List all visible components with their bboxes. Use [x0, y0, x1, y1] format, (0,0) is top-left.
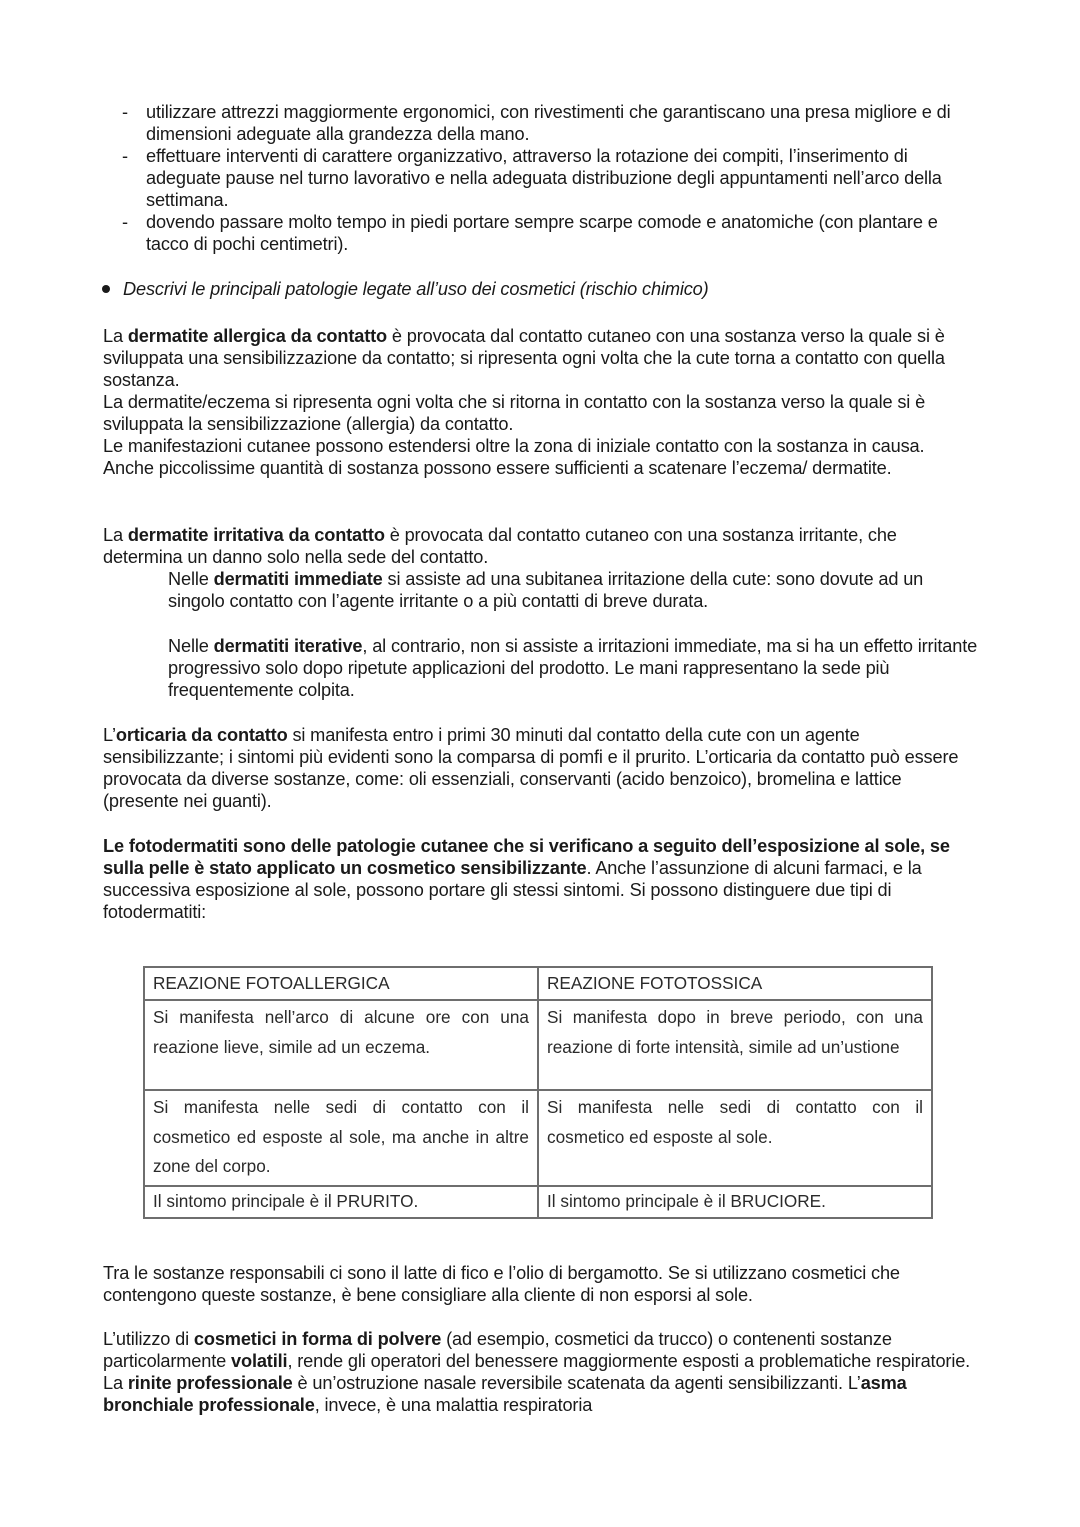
table-cell: Il sintomo principale è il BRUCIORE.	[538, 1186, 932, 1218]
responsible-substances-paragraph: Tra le sostanze responsabili ci sono il latte di fico e l’olio di bergamotto. Se si utilizzano cosmetici che contengono queste sostanze, è bene consigliare alla cliente di non esporsi al sole.	[103, 1263, 900, 1305]
term-photodermatitis: Le fotodermatiti sono delle patologie cutanee che si verificano a seguito dell’esposizione al sole, se sulla pelle è stato applicato un cosmetico sensibilizzante	[103, 836, 950, 878]
table-cell: Si manifesta nelle sedi di contatto con il cosmetico ed esposte al sole.	[538, 1090, 932, 1186]
irritative-dermatitis-paragraph: La dermatite irritativa da contatto è provocata dal contatto cutaneo con una sostanza irritante, che determina un danno solo nella sede del contatto.	[103, 525, 897, 567]
table-cell: Si manifesta nell’arco di alcune ore con una reazione lieve, simile ad un eczema.	[144, 1000, 538, 1090]
list-item: - dovendo passare molto tempo in piedi portare sempre scarpe comode e anatomiche (con plantare e tacco di pochi centimetri).	[122, 212, 938, 254]
photodermatitis-paragraph: Le fotodermatiti sono delle patologie cutanee che si verificano a seguito dell’esposizione al sole, se sulla pelle è stato applicato un cosmetico sensibilizzante. Anche l’assunzione di alcuni farmaci, e la successiva esposizione al sole, possono portare gli stessi sintomi. Si possono distinguere due tipi di fotodermatiti:	[103, 836, 950, 922]
term-iterative-dermatitis: dermatiti iterative	[213, 636, 363, 656]
question-heading: Descrivi le principali patologie legate all’uso dei cosmetici (rischio chimico)	[102, 278, 982, 300]
term-immediate-dermatitis: dermatiti immediate	[213, 569, 383, 589]
dash-marker: -	[122, 212, 128, 232]
table-row	[144, 1090, 932, 1186]
table-header-row	[144, 967, 932, 1000]
immediate-dermatitis-paragraph: Nelle dermatiti immediate si assiste ad una subitanea irritazione della cute: sono dovute ad un singolo contatto con l’agente irritante o a più contatti di breve durata.	[168, 569, 924, 611]
dash-marker: -	[122, 146, 128, 166]
respiratory-risk-paragraph: L’utilizzo di cosmetici in forma di polvere (ad esempio, cosmetici da trucco) o contenenti sostanze particolarmente volatili, rende gli operatori del benessere maggiormente esposti a problematiche respiratorie. La rinite professionale è un’ostruzione nasale reversibile scatenata da agenti sensibilizzanti. L’asma bronchiale professionale, invece, è una malattia respiratoria	[103, 1329, 971, 1415]
table-row	[144, 1000, 932, 1090]
bullet-icon	[102, 285, 110, 293]
photodermatitis-table	[143, 966, 933, 1219]
table-row	[144, 1186, 932, 1218]
recommendations-list	[122, 101, 972, 255]
term-volatile: volatili	[231, 1351, 288, 1371]
table-cell: Si manifesta nelle sedi di contatto con il cosmetico ed esposte al sole, ma anche in altre zone del corpo.	[144, 1090, 538, 1186]
iterative-dermatitis-paragraph: Nelle dermatiti iterative, al contrario, non si assiste a irritazioni immediate, ma si ha un effetto irritante progressivo solo dopo ripetute applicazioni del prodotto. Le mani rappresentano la sede più frequentemente colpita.	[168, 636, 978, 700]
term-contact-urticaria: orticaria da contatto	[115, 725, 288, 745]
urticaria-paragraph: L’orticaria da contatto si manifesta entro i primi 30 minuti dal contatto della cute con un agente sensibilizzante; i sintomi più evidenti sono la comparsa di pomfi e il prurito. L’orticaria da contatto può essere provocata da diverse sostanze, come: oli essenziali, conservanti (acido benzoico), bromelina e lattice (presente nei guanti).	[103, 725, 959, 811]
header-phototoxic: REAZIONE FOTOTOSSICA	[538, 967, 932, 1000]
list-item: - utilizzare attrezzi maggiormente ergonomici, con rivestimenti che garantiscano una presa migliore e di dimensioni adeguate alla grandezza della mano.	[122, 102, 951, 144]
header-photoallergic: REAZIONE FOTOALLERGICA	[144, 967, 538, 1000]
term-occupational-asthma: asma bronchiale professionale	[103, 1373, 907, 1415]
table-cell: Il sintomo principale è il PRURITO.	[144, 1186, 538, 1218]
list-item: - effettuare interventi di carattere organizzativo, attraverso la rotazione dei compiti, l’inserimento di adeguate pause nel turno lavorativo e nella adeguata distribuzione degli appuntamenti nell’arco della settimana.	[122, 146, 942, 210]
term-occupational-rhinitis: rinite professionale	[127, 1373, 293, 1393]
table-cell: Si manifesta dopo in breve periodo, con una reazione di forte intensità, simile ad un’ustione	[538, 1000, 932, 1090]
term-powder-cosmetics: cosmetici in forma di polvere	[193, 1329, 442, 1349]
allergic-dermatitis-paragraph: La dermatite allergica da contatto è provocata dal contatto cutaneo con una sostanza verso la quale si è sviluppata una sensibilizzazione da contatto; si ripresenta ogni volta che la cute torna a contatto con quella sostanza. La dermatite/eczema si ripresenta ogni volta che si ritorna in contatto con la sostanza verso la quale si è sviluppata la sensibilizzazione (allergia) da contatto. Le manifestazioni cutanee possono estendersi oltre la zona di iniziale contatto con la sostanza in causa. Anche piccolissime quantità di sostanza possono essere sufficienti a scatenare l’eczema/ dermatite.	[103, 326, 945, 478]
term-allergic-dermatitis: dermatite allergica da contatto	[127, 326, 387, 346]
term-irritative-dermatitis: dermatite irritativa da contatto	[127, 525, 385, 545]
dash-marker: -	[122, 102, 128, 122]
